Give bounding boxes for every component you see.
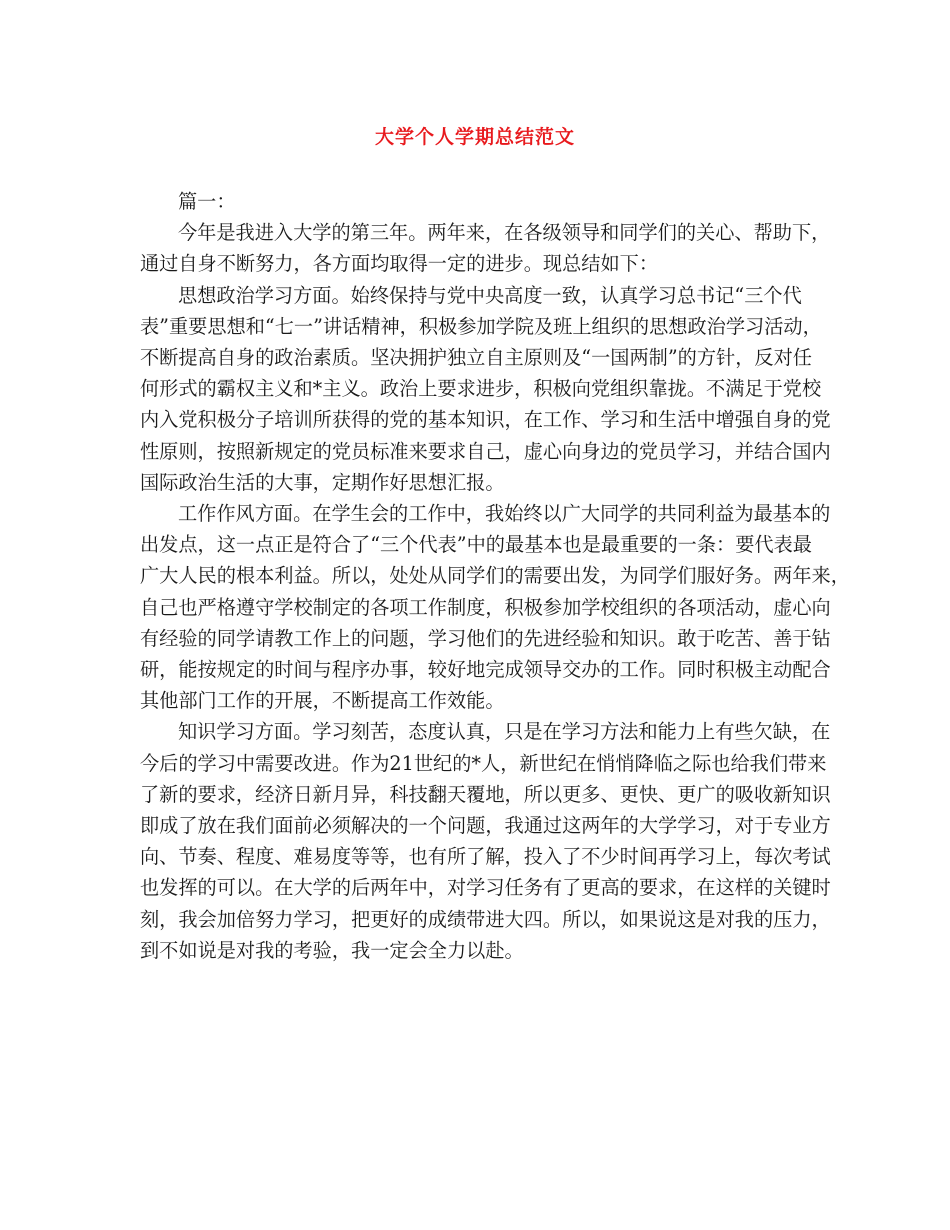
paragraph-line: 其他部门工作的开展，不断提高工作效能。	[140, 689, 505, 713]
paragraph-line: 篇一：	[178, 190, 236, 213]
paragraph-line: 到不如说是对我的考验，我一定会全力以赴。	[140, 938, 524, 962]
paragraph	[140, 186, 818, 217]
paragraph-line: 思想政治学习方面。始终保持与党中央高度一致，认真学习总书记“三个代	[178, 283, 802, 307]
paragraph-line: 研，能按规定的时间与程序办事，较好地完成领导交办的工作。同时积极主动配合	[140, 658, 831, 682]
paragraph-line: 不断提高自身的政治素质。坚决拥护独立自主原则及“一国两制”的方针，反对任	[140, 346, 812, 370]
paragraph-line: 了新的要求，经济日新月异，科技翻天覆地，所以更多、更快、更广的吸收新知识	[140, 782, 831, 806]
document-title: 大学个人学期总结范文	[374, 126, 575, 148]
paragraph-line: 有经验的同学请教工作上的问题，学习他们的先进经验和知识。敢于吃苦、善于钻	[140, 626, 831, 650]
paragraph-line: 也发挥的可以。在大学的后两年中，对学习任务有了更高的要求，在这样的关键时	[140, 876, 831, 900]
paragraph-line: 何形式的霸权主义和*主义。政治上要求进步，积极向党组织靠拢。不满足于党校	[140, 377, 822, 401]
paragraph-line: 表”重要思想和“七一”讲话精神，积极参加学院及班上组织的思想政治学习活动，	[140, 314, 822, 338]
paragraph-line: 广大人民的根本利益。所以，处处从同学们的需要出发，为同学们服好务。两年来，	[140, 564, 850, 588]
paragraph-line: 出发点，这一点正是符合了“三个代表”中的最基本也是最重要的一条：要代表最	[140, 533, 812, 557]
paragraph-line: 工作作风方面。在学生会的工作中，我始终以广大同学的共同利益为最基本的	[178, 502, 831, 526]
paragraph-line: 自己也严格遵守学校制定的各项工作制度，积极参加学校组织的各项活动，虚心向	[140, 595, 831, 619]
paragraph-line: 即成了放在我们面前必须解决的一个问题，我通过这两年的大学学习，对于专业方	[140, 814, 831, 838]
paragraph	[140, 217, 831, 279]
paragraph-line: 国际政治生活的大事，定期作好思想汇报。	[140, 470, 505, 494]
paragraph	[140, 498, 850, 716]
paragraph-line: 知识学习方面。学习刻苦，态度认真，只是在学习方法和能力上有些欠缺，在	[178, 720, 831, 744]
document-body	[140, 186, 850, 966]
paragraph	[140, 716, 831, 966]
paragraph-line: 性原则，按照新规定的党员标准来要求自己，虚心向身边的党员学习，并结合国内	[140, 439, 831, 463]
paragraph-line: 今后的学习中需要改进。作为21世纪的*人，新世纪在悄悄降临之际也给我们带来	[140, 751, 827, 775]
paragraph	[140, 280, 831, 498]
paragraph-line: 内入党积极分子培训所获得的党的基本知识，在工作、学习和生活中增强自身的党	[140, 408, 831, 432]
paragraph-line: 通过自身不断努力，各方面均取得一定的进步。现总结如下：	[140, 252, 659, 276]
paragraph-line: 向、节奏、程度、难易度等等，也有所了解，投入了不少时间再学习上，每次考试	[140, 845, 831, 869]
paragraph-line: 今年是我进入大学的第三年。两年来，在各级领导和同学们的关心、帮助下，	[178, 221, 831, 245]
paragraph-line: 刻，我会加倍努力学习，把更好的成绩带进大四。所以，如果说这是对我的压力，	[140, 907, 831, 931]
